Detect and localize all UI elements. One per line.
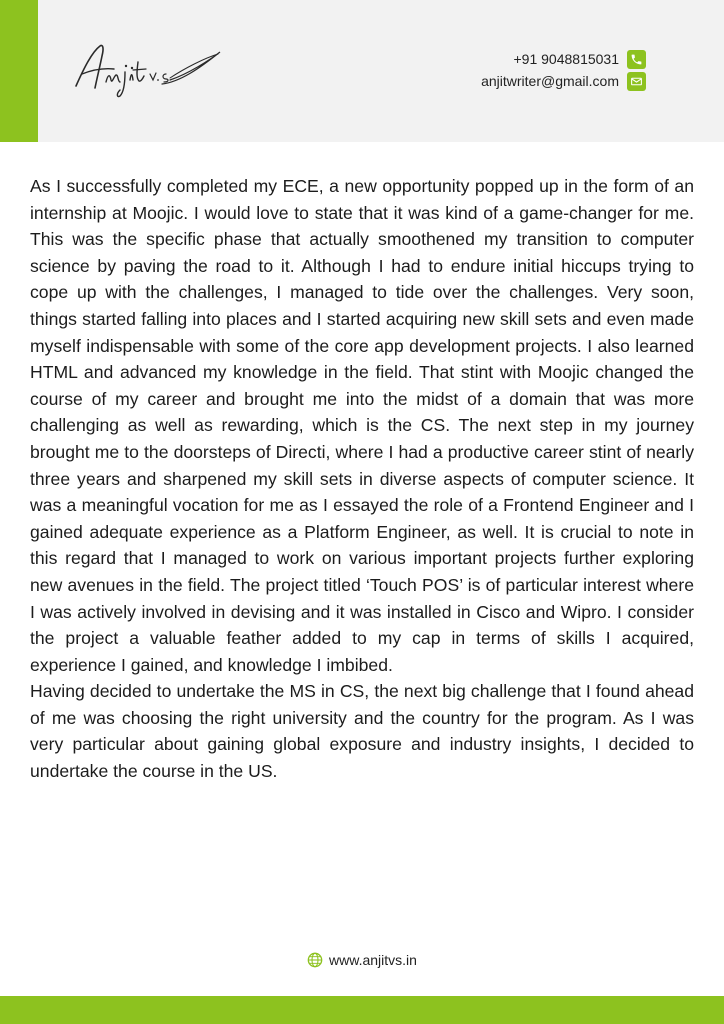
header: [0, 0, 724, 142]
header-accent-bar: [0, 0, 38, 142]
envelope-icon: [627, 72, 646, 91]
email-address[interactable]: anjitwriter@gmail.com: [481, 73, 619, 89]
footer-accent-bar: [0, 996, 724, 1024]
paragraph: As I successfully completed my ECE, a new opportunity popped up in the form of an internship at Moojic. I would love to state that it was kind of a game-changer for me. This was the specific phase that actually smoothened my transition to computer science by paving the road to it. Although I had to endure initial hiccups trying to cope up with the challenges, I managed to tide over the challenges. Very soon, things started falling into places and I started acquiring new skill sets and even made myself indispensable with some of the core app development projects. I also learned HTML and advanced my knowledge in the field. That stint with Moojic changed the course of my career and brought me into the midst of a domain that was more challenging as well as rewarding, which is the CS. The next step in my journey brought me to the doorsteps of Directi, where I had a productive career stint of nearly three years and sharpened my skill sets in diverse aspects of computer science. It was a meaningful vocation for me as I essayed the role of a Frontend Engineer and I gained adequate experience as a Platform Engineer, as well. It is crucial to note in this regard that I managed to work on various important projects further exploring new avenues in the field. The project titled ‘Touch POS’ is of particular interest where I was actively involved in devising and it was installed in Cisco and Wipro. I consider the project a valuable feather added to my cap in terms of skills I acquired, experience I gained, and knowledge I imbibed.: [30, 176, 694, 675]
signature-logo: [70, 38, 230, 98]
phone-row: [481, 48, 646, 70]
phone-number[interactable]: +91 9048815031: [513, 51, 619, 67]
contact-block: [481, 48, 646, 92]
document-body: [30, 173, 694, 785]
paragraph: Having decided to undertake the MS in CS, the next big challenge that I found ahead of me was choosing the right university and the country for the program. As I was very particular about gaining global exposure and industry insights, I decided to undertake the course in the US.: [30, 681, 694, 782]
phone-icon: [627, 50, 646, 69]
footer-website: [0, 952, 724, 968]
globe-icon: [307, 952, 323, 968]
website-link[interactable]: www.anjitvs.in: [329, 952, 417, 968]
email-row: [481, 70, 646, 92]
